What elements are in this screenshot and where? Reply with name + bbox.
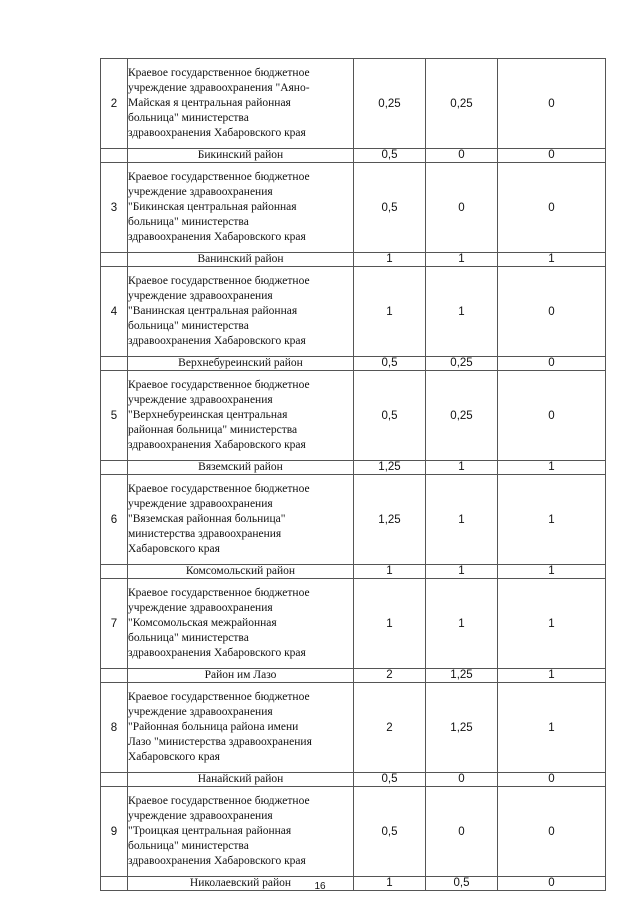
- district-row: [101, 253, 606, 267]
- value-1: 1,25: [354, 475, 426, 565]
- institution-row: [101, 371, 606, 461]
- row-number: 3: [101, 163, 128, 253]
- district-row: [101, 669, 606, 683]
- institution-name: Краевое государственное бюджетное учреждение здравоохранения "Ванинская центральная районная больница" министерства здравоохранения Хабаровского края: [128, 267, 354, 357]
- institution-row: [101, 787, 606, 877]
- row-number: 4: [101, 267, 128, 357]
- value-1: 0,5: [354, 773, 426, 787]
- district-name: Бикинский район: [128, 149, 354, 163]
- table-body: [101, 59, 606, 891]
- institution-name: Краевое государственное бюджетное учреждение здравоохранения "Троицкая центральная районная больница" министерства здравоохранения Хабаровского края: [128, 787, 354, 877]
- value-3: 0: [498, 371, 606, 461]
- institution-name: Краевое государственное бюджетное учреждение здравоохранения "Районная больница района имени Лазо "министерства здравоохранения Хабаровского края: [128, 683, 354, 773]
- row-number: 7: [101, 579, 128, 669]
- district-row: [101, 357, 606, 371]
- value-2: 1,25: [426, 683, 498, 773]
- value-2: 0: [426, 149, 498, 163]
- row-number-empty: [101, 149, 128, 163]
- value-3: 1: [498, 565, 606, 579]
- row-number-empty: [101, 253, 128, 267]
- institution-row: [101, 59, 606, 149]
- value-1: 0,5: [354, 357, 426, 371]
- value-1: 0,5: [354, 163, 426, 253]
- value-1: 0,5: [354, 371, 426, 461]
- value-2: 1: [426, 267, 498, 357]
- row-number-empty: [101, 357, 128, 371]
- value-3: 0: [498, 267, 606, 357]
- value-3: 0: [498, 357, 606, 371]
- value-2: 1: [426, 475, 498, 565]
- row-number: 8: [101, 683, 128, 773]
- value-3: 1: [498, 461, 606, 475]
- value-1: 2: [354, 683, 426, 773]
- district-name: Верхнебуреинский район: [128, 357, 354, 371]
- institution-name: Краевое государственное бюджетное учреждение здравоохранения "Бикинская центральная районная больница" министерства здравоохранения Хабаровского края: [128, 163, 354, 253]
- institution-name: Краевое государственное бюджетное учреждение здравоохранения "Вяземская районная больница" министерства здравоохранения Хабаровского края: [128, 475, 354, 565]
- row-number-empty: [101, 461, 128, 475]
- value-2: 1: [426, 461, 498, 475]
- value-3: 1: [498, 683, 606, 773]
- staffing-table: [100, 58, 606, 891]
- value-3: 0: [498, 163, 606, 253]
- row-number: 2: [101, 59, 128, 149]
- value-3: 0: [498, 59, 606, 149]
- value-1: 0,5: [354, 787, 426, 877]
- value-3: 1: [498, 253, 606, 267]
- value-1: 1: [354, 267, 426, 357]
- value-1: 1: [354, 253, 426, 267]
- row-number: 5: [101, 371, 128, 461]
- value-3: 1: [498, 579, 606, 669]
- row-number: 9: [101, 787, 128, 877]
- value-1: 0,5: [354, 149, 426, 163]
- district-name: Вяземский район: [128, 461, 354, 475]
- value-2: 1: [426, 565, 498, 579]
- district-name: Район им Лазо: [128, 669, 354, 683]
- value-2: 1,25: [426, 669, 498, 683]
- value-2: 0,25: [426, 59, 498, 149]
- district-name: Николаевский район: [128, 877, 354, 891]
- value-3: 1: [498, 669, 606, 683]
- value-3: 0: [498, 877, 606, 891]
- value-3: 1: [498, 475, 606, 565]
- district-row: [101, 773, 606, 787]
- institution-name: Краевое государственное бюджетное учреждение здравоохранения "Комсомольская межрайонная больница" министерства здравоохранения Хабаровского края: [128, 579, 354, 669]
- value-2: 0: [426, 787, 498, 877]
- value-2: 0,25: [426, 371, 498, 461]
- district-name: Нанайский район: [128, 773, 354, 787]
- institution-row: [101, 475, 606, 565]
- district-row: [101, 461, 606, 475]
- institution-name: Краевое государственное бюджетное учреждение здравоохранения "Аяно- Майская я центральная районная больница" министерства здравоохранения Хабаровского края: [128, 59, 354, 149]
- value-2: 1: [426, 253, 498, 267]
- value-1: 0,25: [354, 59, 426, 149]
- row-number-empty: [101, 565, 128, 579]
- district-name: Ванинский район: [128, 253, 354, 267]
- value-2: 0,5: [426, 877, 498, 891]
- value-3: 0: [498, 787, 606, 877]
- district-name: Комсомольский район: [128, 565, 354, 579]
- value-2: 1: [426, 579, 498, 669]
- row-number-empty: [101, 773, 128, 787]
- institution-row: [101, 579, 606, 669]
- page-number: 16: [314, 881, 326, 892]
- row-number: 6: [101, 475, 128, 565]
- institution-row: [101, 267, 606, 357]
- value-2: 0: [426, 163, 498, 253]
- institution-row: [101, 683, 606, 773]
- value-3: 0: [498, 149, 606, 163]
- row-number-empty: [101, 669, 128, 683]
- value-1: 1: [354, 579, 426, 669]
- district-row: [101, 149, 606, 163]
- value-3: 0: [498, 773, 606, 787]
- district-row: [101, 565, 606, 579]
- value-1: 1,25: [354, 461, 426, 475]
- value-1: 1: [354, 565, 426, 579]
- value-2: 0: [426, 773, 498, 787]
- value-2: 0,25: [426, 357, 498, 371]
- value-1: 1: [354, 877, 426, 891]
- value-1: 2: [354, 669, 426, 683]
- institution-row: [101, 163, 606, 253]
- institution-name: Краевое государственное бюджетное учреждение здравоохранения "Верхнебуреинская центральная районная больница" министерства здравоохранения Хабаровского края: [128, 371, 354, 461]
